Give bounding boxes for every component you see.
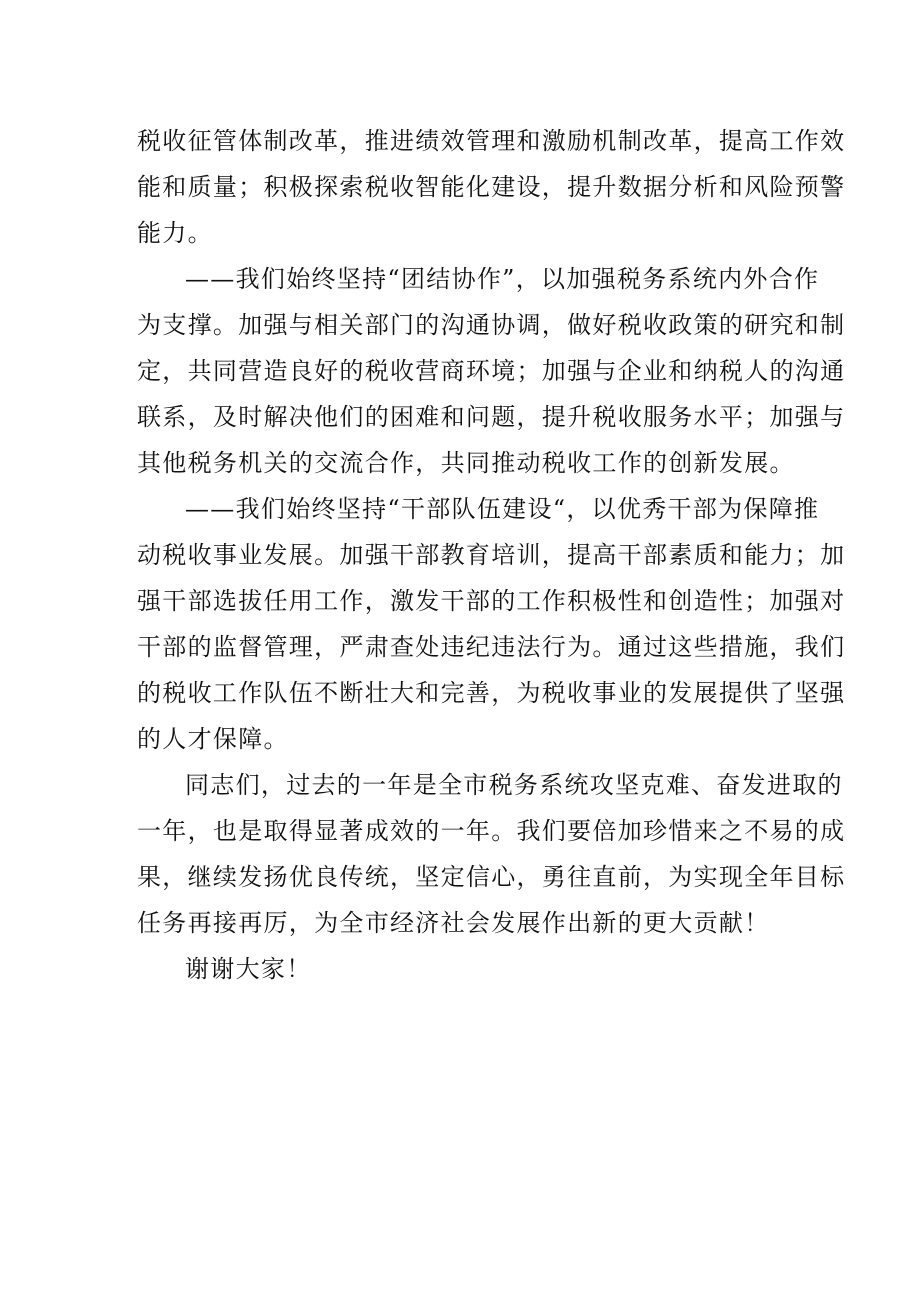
text-line: 任务再接再厉，为全市经济社会发展作出新的更大贡献！ (137, 909, 770, 937)
closing-line: 谢谢大家！ (185, 955, 312, 983)
text-line: 的税收工作队伍不断壮大和完善，为税收事业的发展提供了坚强 (137, 679, 846, 707)
text-line: 能和质量；积极探索税收智能化建设，提升数据分析和风险预警 (137, 173, 846, 201)
text-line: 动税收事业发展。加强干部教育培训，提高干部素质和能力；加 (137, 541, 846, 569)
text-line: 为支撑。加强与相关部门的沟通协调，做好税收政策的研究和制 (137, 311, 846, 339)
text-line: 强干部选拔任用工作，激发干部的工作积极性和创造性；加强对 (137, 587, 846, 615)
text-line: 干部的监督管理，严肃查处违纪违法行为。通过这些措施，我们 (137, 633, 846, 661)
paragraph-first-line: ——我们始终坚持“团结协作”，以加强税务系统内外合作 (185, 265, 820, 293)
text-line: 能力。 (137, 219, 213, 247)
text-line: 税收征管体制改革，推进绩效管理和激励机制改革，提高工作效 (137, 127, 846, 155)
text-line: 果，继续发扬优良传统，坚定信心，勇往直前，为实现全年目标 (137, 863, 846, 891)
text-line: 联系，及时解决他们的困难和问题，提升税收服务水平；加强与 (137, 403, 846, 431)
paragraph-first-line: 同志们，过去的一年是全市税务系统攻坚克难、奋发进取的 (185, 771, 843, 799)
paragraph-first-line: ——我们始终坚持“干部队伍建设“，以优秀干部为保障推 (185, 495, 820, 523)
text-line: 其他税务机关的交流合作，共同推动税收工作的创新发展。 (137, 449, 795, 477)
document-body (137, 118, 846, 992)
text-line: 的人才保障。 (137, 725, 289, 753)
text-line: 一年，也是取得显著成效的一年。我们要倍加珍惜来之不易的成 (137, 817, 846, 845)
text-line: 定，共同营造良好的税收营商环境；加强与企业和纳税人的沟通 (137, 357, 846, 385)
